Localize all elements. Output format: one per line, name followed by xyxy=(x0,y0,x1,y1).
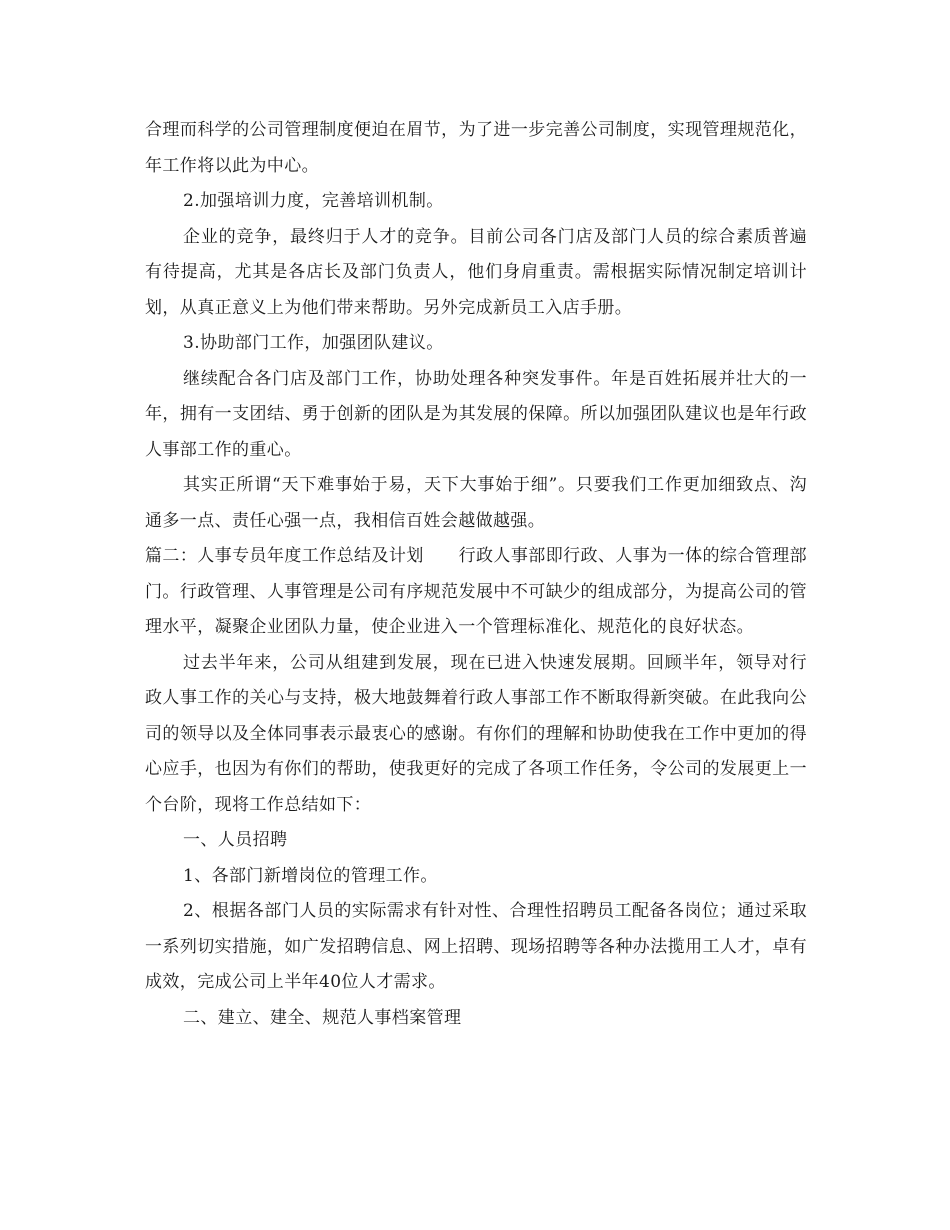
paragraph-3: 企业的竞争，最终归于人才的竞争。目前公司各门店及部门人员的综合素质普遍有待提高，尤其是各店长及部门负责人，他们身肩重责。需根据实际情况制定培训计划，从真正意义上为他们带来帮助。另外完成新员工入店手册。 xyxy=(145,226,807,318)
paragraph-5: 继续配合各门店及部门工作，协助处理各种突发事件。年是百姓拓展并壮大的一年，拥有一支团结、勇于创新的团队是为其发展的保障。所以加强团队建议也是年行政人事部工作的重心。 xyxy=(145,368,807,460)
section-heading-archives: 二、建立、建全、规范人事档案管理 xyxy=(183,1007,462,1028)
paragraph-6: 其实正所谓“天下难事始于易，天下大事始于细”。只要我们工作更加细致点、沟通多一点、责任心强一点，我相信百姓会越做越强。 xyxy=(145,475,807,531)
document-body xyxy=(145,113,807,1036)
paragraph-2-heading: 2.加强培训力度，完善培训机制。 xyxy=(183,191,444,211)
list-item-1: 1、各部门新增岗位的管理工作。 xyxy=(183,865,438,886)
list-item-2: 2、根据各部门人员的实际需求有针对性、合理性招聘员工配备各岗位；通过采取一系列切实措施，如广发招聘信息、网上招聘、现场招聘等各种办法揽用工人才，卓有成效，完成公司上半年40位人才需求。 xyxy=(145,901,807,992)
paragraph-1: 合理而科学的公司管理制度便迫在眉节，为了进一步完善公司制度，实现管理规范化，年工作将以此为中心。 xyxy=(145,120,807,176)
paragraph-4-heading: 3.协助部门工作，加强团队建议。 xyxy=(183,333,444,353)
paragraph-7-chapter-two: 篇二：人事专员年度工作总结及计划 行政人事部即行政、人事为一体的综合管理部门。行政管理、人事管理是公司有序规范发展中不可缺少的组成部分，为提高公司的管理水平，凝聚企业团队力量，使企业进入一个管理标准化、规范化的良好状态。 xyxy=(145,546,807,637)
paragraph-8: 过去半年来，公司从组建到发展，现在已进入快速发展期。回顾半年，领导对行政人事工作的关心与支持，极大地鼓舞着行政人事部工作不断取得新突破。在此我向公司的领导以及全体同事表示最衷心的感谢。有你们的理解和协助使我在工作中更加的得心应手，也因为有你们的帮助，使我更好的完成了各项工作任务，令公司的发展更上一个台阶，现将工作总结如下： xyxy=(145,652,807,815)
section-heading-recruitment: 一、人员招聘 xyxy=(183,830,288,850)
